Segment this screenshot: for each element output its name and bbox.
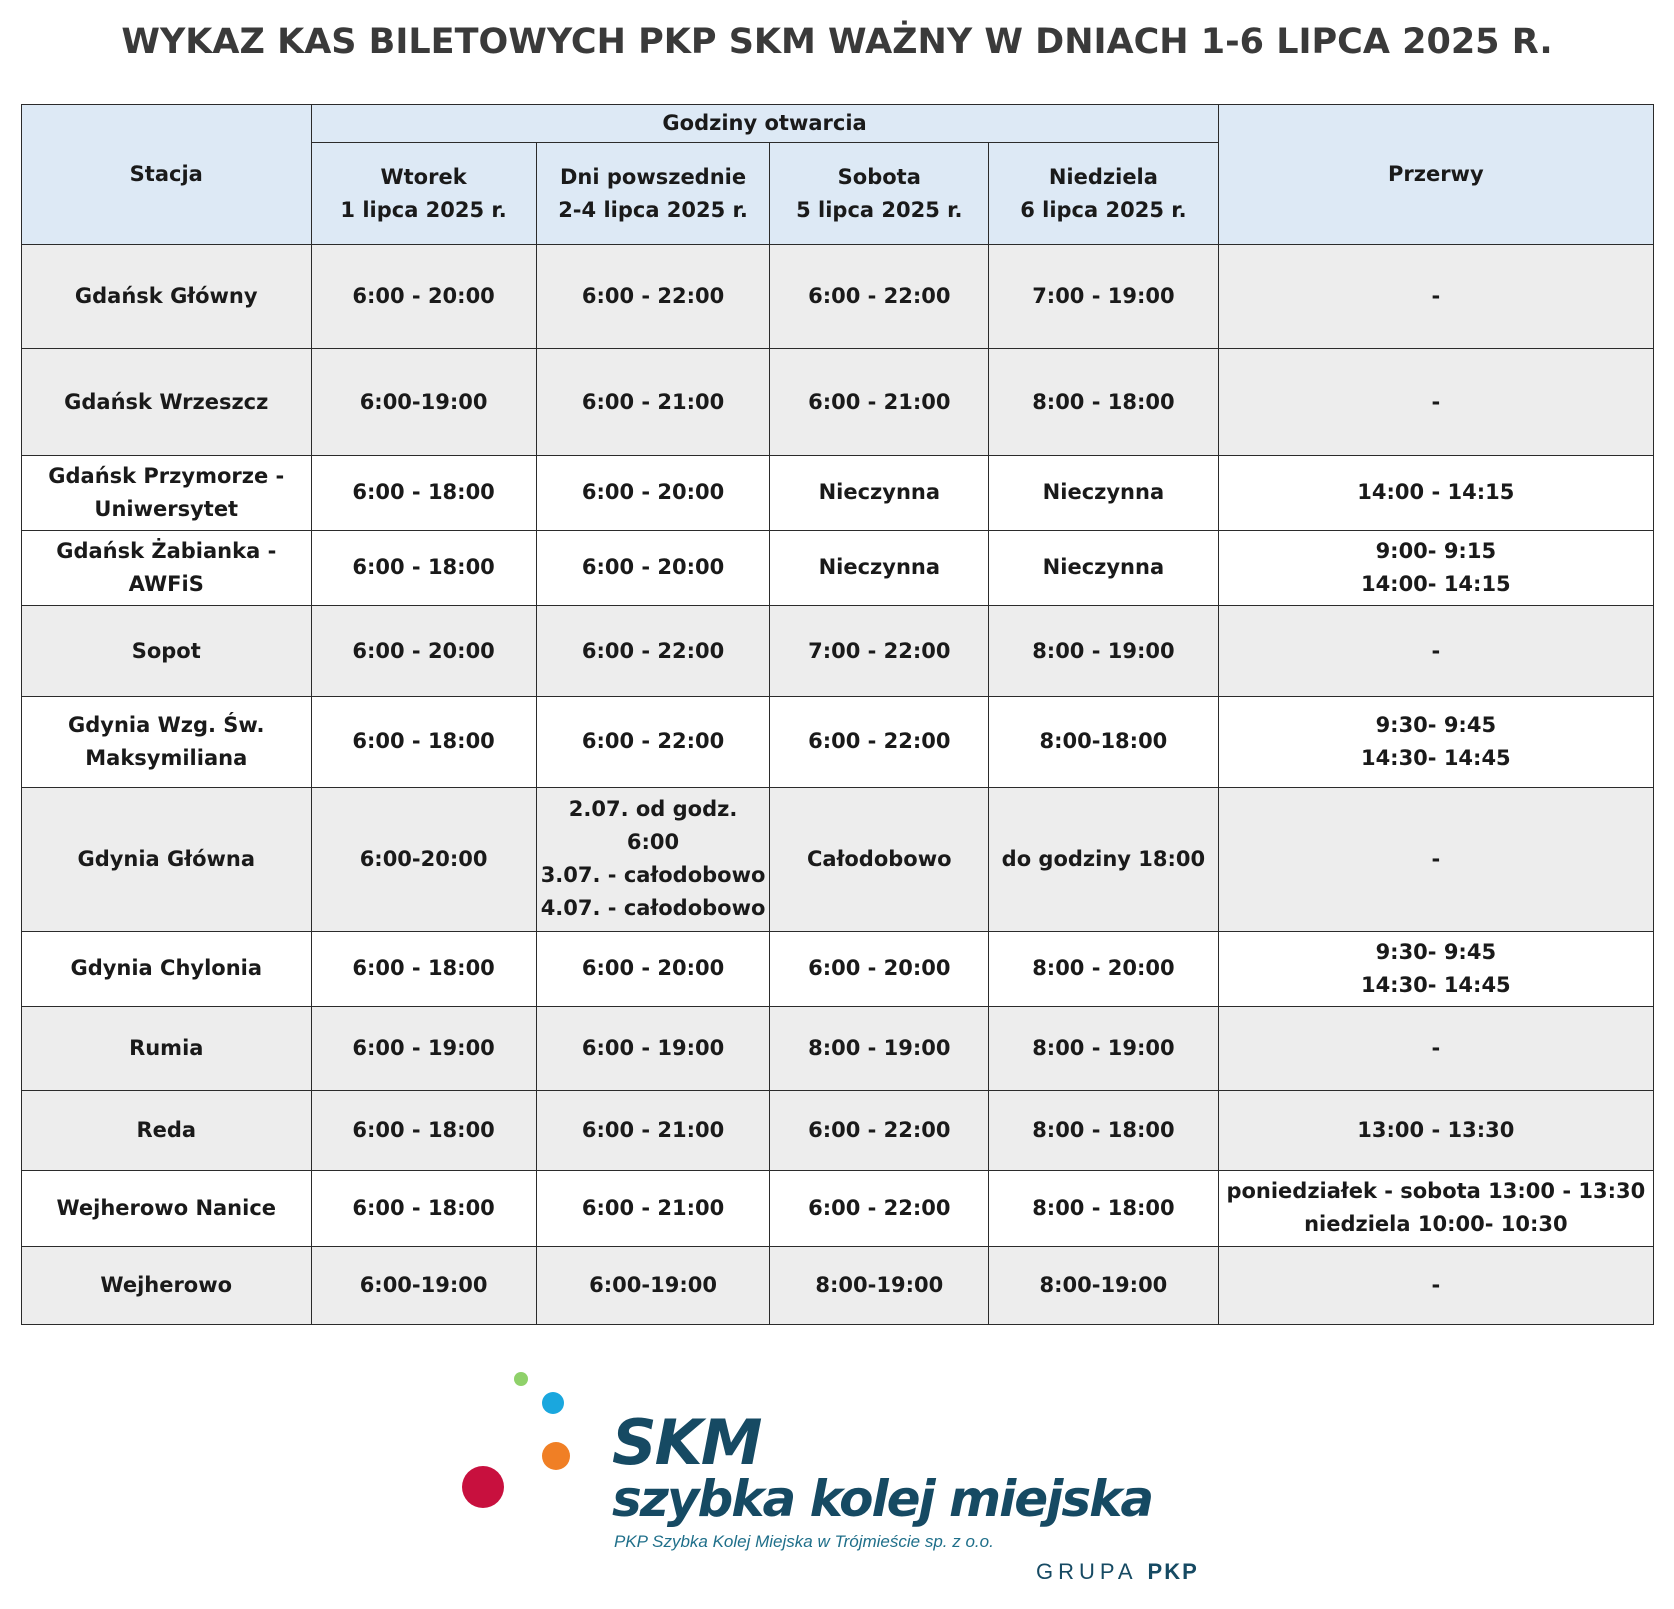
cell-line: 6:00-19:00: [589, 1272, 717, 1297]
table-row: [22, 1006, 1654, 1090]
table-row: [22, 245, 1654, 349]
cell-line: 6:00 - 22:00: [581, 729, 725, 754]
cell-line: 6:00 - 21:00: [581, 1118, 725, 1143]
sunday-hours-cell: [989, 1171, 1218, 1247]
tuesday-hours-cell: [311, 455, 536, 530]
cell-line: 8:00 - 20:00: [1032, 956, 1175, 981]
weekdays-hours-cell: [536, 1091, 770, 1171]
saturday-hours-cell: [770, 1006, 989, 1090]
tuesday-hours-cell: [311, 530, 536, 606]
cell-line: 6:00 - 19:00: [352, 1035, 495, 1060]
tuesday-hours-cell: [311, 245, 536, 349]
weekdays-hours-cell: [536, 349, 770, 455]
cell-line: -: [1431, 638, 1441, 663]
weekdays-hours-cell: [536, 1246, 770, 1324]
header-opening-hours: Godziny otwarcia: [311, 105, 1218, 143]
table-row: [22, 696, 1654, 787]
header-day-tuesday: [311, 143, 536, 245]
header-day-sunday: [989, 143, 1218, 245]
cell-line: Nieczynna: [1042, 480, 1165, 505]
table-row: [22, 349, 1654, 455]
cell-line: -: [1431, 389, 1441, 414]
cell-line: 7:00 - 22:00: [808, 638, 951, 663]
sunday-hours-cell: [989, 931, 1218, 1006]
cell-line: 6:00 - 22:00: [808, 284, 951, 309]
cell-line: 6:00 - 22:00: [581, 284, 725, 309]
cell-line: 8:00 - 18:00: [1032, 389, 1175, 414]
station-cell: [22, 606, 312, 697]
station-cell: [22, 245, 312, 349]
breaks-cell: [1218, 530, 1653, 606]
cell-line: 2.07. od godz. 6:00: [568, 797, 738, 855]
cell-line: 8:00 - 18:00: [1032, 1118, 1175, 1143]
cell-line: 6:00 - 20:00: [352, 284, 495, 309]
cell-line: 6:00 - 20:00: [581, 480, 725, 505]
ticket-office-table: [21, 104, 1654, 1325]
cell-line: Nieczynna: [818, 480, 941, 505]
cell-line: Gdańsk Wrzeszcz: [64, 389, 269, 414]
header-day-date: 2-4 lipca 2025 r.: [558, 197, 748, 222]
skm-logo: [462, 1372, 1222, 1582]
cell-line: Nieczynna: [818, 555, 941, 580]
cell-line: 6:00 - 22:00: [808, 729, 951, 754]
logo-group-name: PKP: [1147, 1559, 1199, 1584]
saturday-hours-cell: [770, 787, 989, 931]
logo-dot-blue: [542, 1392, 564, 1414]
station-cell: [22, 696, 312, 787]
weekdays-hours-cell: [536, 787, 770, 931]
cell-line: 6:00 - 21:00: [808, 389, 951, 414]
breaks-cell: [1218, 1171, 1653, 1247]
breaks-cell: [1218, 349, 1653, 455]
cell-line: 6:00 - 19:00: [581, 1035, 725, 1060]
sunday-hours-cell: [989, 530, 1218, 606]
header-breaks: Przerwy: [1218, 105, 1653, 245]
header-day-name: Niedziela: [1048, 164, 1158, 189]
cell-line: -: [1431, 846, 1441, 871]
logo-group: [1036, 1559, 1199, 1585]
cell-line: 6:00-20:00: [359, 846, 488, 871]
tuesday-hours-cell: [311, 787, 536, 931]
tuesday-hours-cell: [311, 349, 536, 455]
cell-line: Gdańsk Żabianka - AWFiS: [56, 538, 277, 596]
cell-line: Maksymiliana: [85, 745, 248, 770]
cell-line: do godziny 18:00: [1001, 846, 1206, 871]
header-day-saturday: [770, 143, 989, 245]
weekdays-hours-cell: [536, 1006, 770, 1090]
cell-line: 3.07. - całodobowo: [540, 863, 766, 888]
sunday-hours-cell: [989, 787, 1218, 931]
tuesday-hours-cell: [311, 1091, 536, 1171]
sunday-hours-cell: [989, 1006, 1218, 1090]
cell-line: Rumia: [129, 1035, 204, 1060]
station-cell: [22, 1091, 312, 1171]
cell-line: -: [1431, 1035, 1441, 1060]
cell-line: 6:00 - 18:00: [352, 555, 495, 580]
sunday-hours-cell: [989, 455, 1218, 530]
breaks-cell: [1218, 1091, 1653, 1171]
table-row: [22, 606, 1654, 697]
breaks-cell: [1218, 787, 1653, 931]
breaks-cell: [1218, 245, 1653, 349]
saturday-hours-cell: [770, 931, 989, 1006]
cell-line: Gdynia Chylonia: [70, 956, 263, 981]
cell-line: 6:00 - 18:00: [352, 1118, 495, 1143]
cell-line: 8:00 - 19:00: [1032, 1035, 1175, 1060]
weekdays-hours-cell: [536, 606, 770, 697]
station-cell: [22, 1246, 312, 1324]
cell-line: 6:00 - 18:00: [352, 480, 495, 505]
breaks-cell: [1218, 696, 1653, 787]
saturday-hours-cell: [770, 1091, 989, 1171]
cell-line: 9:00- 9:15: [1375, 538, 1497, 563]
cell-line: -: [1431, 284, 1441, 309]
header-day-name: Sobota: [837, 164, 921, 189]
sunday-hours-cell: [989, 606, 1218, 697]
breaks-cell: [1218, 931, 1653, 1006]
cell-line: 6:00 - 18:00: [352, 1195, 495, 1220]
cell-line: 6:00 - 20:00: [808, 956, 951, 981]
cell-line: 9:30- 9:45: [1375, 939, 1497, 964]
saturday-hours-cell: [770, 245, 989, 349]
cell-line: 7:00 - 19:00: [1032, 284, 1175, 309]
cell-line: 14:30- 14:45: [1360, 745, 1511, 770]
weekdays-hours-cell: [536, 1171, 770, 1247]
cell-line: Wejherowo: [100, 1272, 233, 1297]
logo-tagline: szybka kolej miejska: [612, 1470, 1153, 1528]
tuesday-hours-cell: [311, 1171, 536, 1247]
cell-line: 8:00-18:00: [1039, 729, 1168, 754]
cell-line: 6:00 - 18:00: [352, 956, 495, 981]
table-row: [22, 1091, 1654, 1171]
station-cell: [22, 787, 312, 931]
cell-line: 13:00 - 13:30: [1357, 1118, 1515, 1143]
tuesday-hours-cell: [311, 1006, 536, 1090]
cell-line: 8:00-19:00: [815, 1272, 944, 1297]
cell-line: 6:00 - 22:00: [581, 638, 725, 663]
cell-line: 6:00 - 20:00: [581, 555, 725, 580]
cell-line: 6:00-19:00: [359, 389, 488, 414]
header-day-date: 1 lipca 2025 r.: [340, 197, 507, 222]
cell-line: Nieczynna: [1042, 555, 1165, 580]
saturday-hours-cell: [770, 1246, 989, 1324]
table-body: [22, 245, 1654, 1325]
cell-line: 6:00 - 22:00: [808, 1195, 951, 1220]
weekdays-hours-cell: [536, 530, 770, 606]
cell-line: 8:00-19:00: [1039, 1272, 1168, 1297]
logo-wordmark: SKM: [612, 1406, 761, 1479]
saturday-hours-cell: [770, 349, 989, 455]
cell-line: 6:00 - 21:00: [581, 389, 725, 414]
station-cell: [22, 349, 312, 455]
cell-line: 8:00 - 19:00: [808, 1035, 951, 1060]
station-cell: [22, 1006, 312, 1090]
sunday-hours-cell: [989, 696, 1218, 787]
table-row: [22, 455, 1654, 530]
weekdays-hours-cell: [536, 455, 770, 530]
saturday-hours-cell: [770, 455, 989, 530]
tuesday-hours-cell: [311, 1246, 536, 1324]
cell-line: Gdynia Główna: [77, 846, 256, 871]
cell-line: 9:30- 9:45: [1375, 712, 1497, 737]
cell-line: 8:00 - 19:00: [1032, 638, 1175, 663]
cell-line: Gdynia Wzg. Św.: [68, 712, 265, 737]
cell-line: 14:00 - 14:15: [1357, 480, 1515, 505]
header-day-name: Wtorek: [380, 164, 467, 189]
weekdays-hours-cell: [536, 696, 770, 787]
cell-line: 4.07. - całodobowo: [540, 896, 766, 921]
station-cell: [22, 530, 312, 606]
table-row: [22, 530, 1654, 606]
cell-line: 6:00 - 20:00: [581, 956, 725, 981]
header-day-date: 6 lipca 2025 r.: [1020, 197, 1187, 222]
station-cell: [22, 931, 312, 1006]
breaks-cell: [1218, 606, 1653, 697]
page-title: WYKAZ KAS BILETOWYCH PKP SKM WAŻNY W DNIACH 1-6 LIPCA 2025 R.: [121, 22, 1553, 62]
tuesday-hours-cell: [311, 606, 536, 697]
cell-line: 14:30- 14:45: [1360, 972, 1511, 997]
header-station: Stacja: [22, 105, 312, 245]
cell-line: 6:00 - 21:00: [581, 1195, 725, 1220]
cell-line: 6:00-19:00: [359, 1272, 488, 1297]
tuesday-hours-cell: [311, 696, 536, 787]
logo-dot-orange: [542, 1442, 570, 1470]
table-row: [22, 1171, 1654, 1247]
cell-line: Gdańsk Przymorze -: [48, 463, 285, 488]
station-cell: [22, 1171, 312, 1247]
tuesday-hours-cell: [311, 931, 536, 1006]
cell-line: poniedziałek - sobota 13:00 - 13:30: [1226, 1179, 1646, 1204]
sunday-hours-cell: [989, 349, 1218, 455]
cell-line: Całodobowo: [807, 846, 952, 871]
breaks-cell: [1218, 455, 1653, 530]
table-row: [22, 787, 1654, 931]
cell-line: -: [1431, 1272, 1441, 1297]
cell-line: niedziela 10:00- 10:30: [1304, 1212, 1568, 1237]
table-row: [22, 1246, 1654, 1324]
sunday-hours-cell: [989, 1091, 1218, 1171]
logo-dot-crimson: [462, 1466, 504, 1508]
header-day-weekdays: [536, 143, 770, 245]
cell-line: 14:00- 14:15: [1360, 571, 1511, 596]
station-cell: [22, 455, 312, 530]
cell-line: 6:00 - 22:00: [808, 1118, 951, 1143]
saturday-hours-cell: [770, 696, 989, 787]
cell-line: 8:00 - 18:00: [1032, 1195, 1175, 1220]
cell-line: Sopot: [131, 638, 201, 663]
cell-line: 6:00 - 18:00: [352, 729, 495, 754]
cell-line: Wejherowo Nanice: [56, 1195, 277, 1220]
table-row: [22, 931, 1654, 1006]
weekdays-hours-cell: [536, 931, 770, 1006]
saturday-hours-cell: [770, 530, 989, 606]
sunday-hours-cell: [989, 1246, 1218, 1324]
saturday-hours-cell: [770, 1171, 989, 1247]
cell-line: Uniwersytet: [94, 496, 239, 521]
logo-group-prefix: GRUPA: [1036, 1559, 1137, 1584]
header-day-date: 5 lipca 2025 r.: [796, 197, 963, 222]
breaks-cell: [1218, 1006, 1653, 1090]
sunday-hours-cell: [989, 245, 1218, 349]
cell-line: Reda: [136, 1118, 197, 1143]
weekdays-hours-cell: [536, 245, 770, 349]
logo-dot-green: [514, 1372, 528, 1386]
logo-company-name: PKP Szybka Kolej Miejska w Trójmieście sp. z o.o.: [614, 1532, 994, 1551]
breaks-cell: [1218, 1246, 1653, 1324]
header-day-name: Dni powszednie: [559, 164, 747, 189]
saturday-hours-cell: [770, 606, 989, 697]
cell-line: Gdańsk Główny: [74, 284, 258, 309]
cell-line: 6:00 - 20:00: [352, 638, 495, 663]
